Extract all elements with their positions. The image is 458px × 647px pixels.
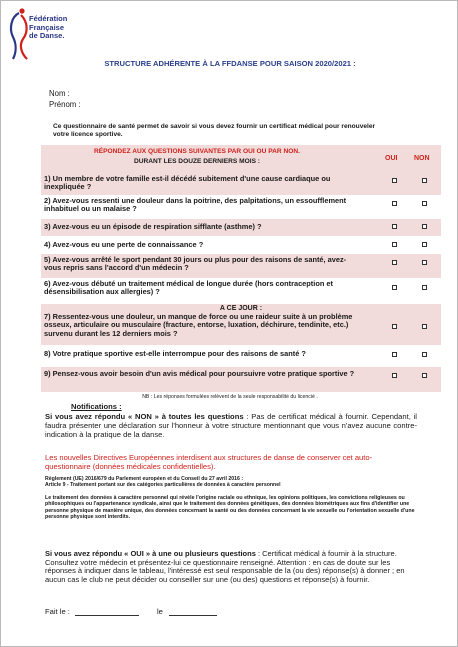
non-checkbox-7[interactable]	[422, 324, 427, 329]
notifications-heading: Notifications :	[71, 402, 122, 411]
question-text: 9) Pensez-vous avoir besoin d'un avis médical pour poursuivre votre pratique sportive ?	[44, 369, 355, 378]
notification-non-lead: Si vous avez répondu « NON » à toutes les questions	[45, 412, 244, 421]
question-text: 8) Votre pratique sportive est-elle interrompue pour des raisons de santé ?	[44, 349, 306, 358]
table-header	[41, 145, 441, 173]
nb-note: NB : Les réponses formulées relèvent de la seule responsabilité du licencié .	[142, 394, 318, 400]
logo-line-2: Française	[29, 22, 65, 32]
question-text: 1) Un membre de votre famille est-il décédé subitement d'une cause cardiaque ou inexpliquée ?	[44, 174, 331, 192]
non-checkbox-9[interactable]	[422, 373, 427, 378]
regulation-reference	[45, 476, 415, 488]
header-period: DURANT LES DOUZE DERNIERS MOIS :	[133, 158, 261, 165]
logo-text	[29, 15, 67, 41]
regulation-article: Article 9 - Traitement portant sur des catégories particulières de données à caractère personnel	[45, 482, 281, 489]
non-checkbox-3[interactable]	[422, 224, 427, 229]
column-non: NON	[414, 155, 430, 162]
oui-checkbox-2[interactable]	[392, 201, 397, 206]
question-text: 7) Ressentez-vous une douleur, un manque de force ou une raideur suite à un problème osseux, articulaire ou musculaire (fracture, entorse, luxation, déchirure, tendinite, etc.) survenu durant les 12 derniers mois ?	[44, 312, 353, 338]
question-text: 4) Avez-vous eu une perte de connaissance ?	[44, 240, 204, 249]
regulation-text: Le traitement des données à caractère personnel qui révèle l'origine raciale ou ethnique, les opinions politiques, les convictions religieuses ou philosophiques ou l'appartenance syndicale, ainsi que le traitement des données génétiques, des données biométriques aux fins d'identifier une personne physique de manière unique, des données concernant la santé ou des données concernant la vie sexuelle ou l'orientation sexuelle d'une personne physique sont interdits.	[45, 495, 415, 520]
question-text: 2) Avez-vous ressenti une douleur dans la poitrine, des palpitations, un essoufflement inhabituel ou un malaise ?	[44, 196, 347, 214]
oui-checkbox-7[interactable]	[392, 324, 397, 329]
intro-text: Ce questionnaire de santé permet de savoir si vous devez fournir un certificat médical pour renouveler votre licence sportive.	[53, 123, 376, 138]
logo-line-3: de Danse.	[29, 31, 65, 41]
ffdanse-logo	[7, 7, 77, 63]
question-text: 5) Avez-vous arrêté le sport pendant 30 jours ou plus pour des raisons de santé, avez-vous repris sans l'accord d'un médecin ?	[44, 255, 347, 273]
question-row-1	[41, 173, 441, 195]
header-instruction: RÉPONDEZ AUX QUESTIONS SUIVANTES PAR OUI OU PAR NON.	[93, 148, 300, 155]
oui-checkbox-3[interactable]	[392, 224, 397, 229]
question-row-4	[41, 236, 441, 254]
subheader-a-ce-jour: A CE JOUR :	[41, 304, 441, 313]
question-row-6	[41, 278, 441, 304]
question-row-9	[41, 367, 441, 392]
question-row-8	[41, 345, 441, 367]
non-checkbox-6[interactable]	[422, 285, 427, 290]
notification-oui-paragraph	[45, 550, 417, 585]
document-title: STRUCTURE ADHÉRENTE À LA FFDANSE POUR SAISON 2020/2021 :	[104, 59, 356, 68]
table-header-text	[41, 147, 353, 167]
non-checkbox-5[interactable]	[422, 260, 427, 265]
oui-checkbox-8[interactable]	[392, 352, 397, 357]
question-row-7	[41, 313, 441, 345]
question-text: 3) Avez-vous eu un épisode de respiration sifflante (asthme) ?	[44, 222, 262, 231]
fait-date-field[interactable]	[169, 615, 217, 616]
logo-line-1: Fédération	[29, 14, 68, 23]
notification-oui-body: : Certificat médical à fournir à la structure. Consultez votre médecin et présentez-lui ce questionnaire renseigné. Attention : en cas de doute sur les réponses à indiquer dans le tableau, l'intéressé est seul responsable de la (ou des) réponse(s) à donner ; en aucun cas le club ne peut décider ou conseiller sur une (ou des) questions et réponse(s) à fournir.	[45, 549, 405, 585]
regulation-title: Règlement (UE) 2016/679 du Parlement européen et du Conseil du 27 avril 2016 :	[45, 476, 244, 482]
non-checkbox-8[interactable]	[422, 352, 427, 357]
fait-place-field[interactable]	[75, 615, 139, 616]
fait-label: Fait le :	[45, 607, 70, 616]
notification-non-paragraph	[45, 413, 417, 440]
question-row-3	[41, 219, 441, 236]
oui-checkbox-9[interactable]	[392, 373, 397, 378]
oui-checkbox-1[interactable]	[392, 178, 397, 183]
notification-non-body: : Pas de certificat médical à fournir. Cependant, il faudra présenter une déclaration sur l'honneur à votre structure mentionnant que vous n'avez aucune contre-indication à la pratique de la danse.	[45, 412, 417, 439]
oui-checkbox-4[interactable]	[392, 242, 397, 247]
question-text: 6) Avez-vous débuté un traitement médical de longue durée (hors contraception et désensibilisation aux allergies) ?	[44, 279, 333, 297]
non-checkbox-1[interactable]	[422, 178, 427, 183]
oui-checkbox-5[interactable]	[392, 260, 397, 265]
column-oui: OUI	[385, 155, 398, 162]
nom-label: Nom :	[49, 89, 70, 98]
fait-le-label: le	[157, 607, 163, 616]
non-checkbox-2[interactable]	[422, 201, 427, 206]
notification-oui-lead: Si vous avez répondu « OUI » à une ou plusieurs questions	[45, 549, 256, 558]
prenom-label: Prénom :	[49, 100, 81, 109]
oui-checkbox-6[interactable]	[392, 285, 397, 290]
directive-notice: Les nouvelles Directives Européennes interdisent aux structures de danse de conserver cet auto-questionnaire (données médicales confidentielles).	[45, 453, 373, 471]
question-row-5	[41, 254, 441, 278]
question-row-2	[41, 195, 441, 219]
non-checkbox-4[interactable]	[422, 242, 427, 247]
